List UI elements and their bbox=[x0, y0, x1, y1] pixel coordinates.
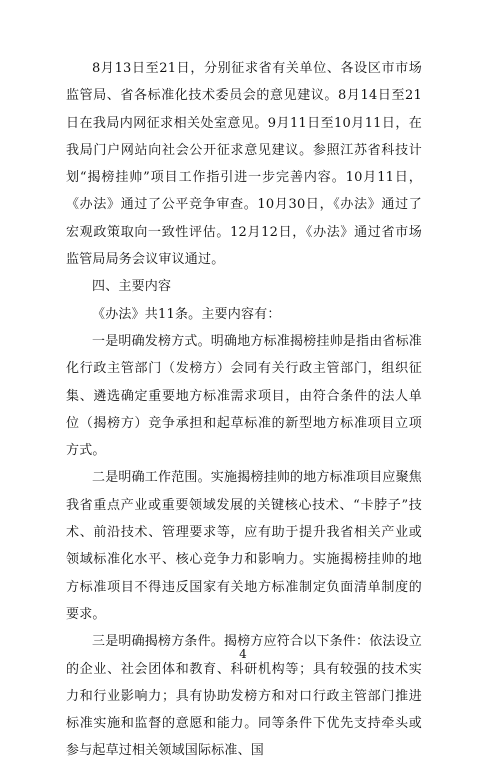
paragraph-point-two: 二是明确工作范围。实施揭榜挂帅的地方标准项目应聚焦我省重点产业或重要领域发展的关键核心技术、“卡脖子”技术、前沿技术、管理要求等，应有助于提升我省相关产业或领域标准化水平、核心竞争力和影响力。实施揭榜挂帅的地方标准项目不得违反国家有关地方标准制定负面清单制度的要求。 bbox=[66, 470, 423, 622]
paragraph-timeline: 8月13日至21日，分别征求省有关单位、各设区市市场监管局、省各标准化技术委员会的意见建议。8月14日至21日在我局内网征求相关处室意见。9月11日至10月11日，在我局门户网站向社会公开征求意见建议。参照江苏省科技计划“揭榜挂帅”项目工作指引进一步完善内容。10月11日，《办法》通过了公平竞争审查。10月30日，《办法》通过了宏观政策取向一致性评估。12月12日，《办法》通过省市场监管局局务会议审议通过。 bbox=[66, 61, 422, 268]
section-heading-main-content: 四、主要内容 bbox=[92, 279, 172, 295]
paragraph-point-one: 一是明确发榜方式。明确地方标准揭榜挂帅是指由省标准化行政主管部门（发榜方）会同有关行政主管部门，组织征集、遴选确定重要地方标准需求项目，由符合条件的法人单位（揭榜方）竞争承担和起草标准的新型地方标准项目立项方式。 bbox=[66, 333, 423, 459]
paragraph-point-three: 三是明确揭榜方条件。揭榜方应符合以下条件：依法设立的企业、社会团体和教育、科研机构等；具有较强的技术实力和行业影响力；具有协助发榜方和对口行政主管部门推进标准实施和监督的意愿和能力。同等条件下优先支持牵头或参与起草过相关领域国际标准、国 bbox=[66, 634, 423, 759]
paragraph-summary: 《办法》共11条。主要内容有： bbox=[92, 306, 281, 322]
page-number: 4 bbox=[239, 647, 247, 661]
